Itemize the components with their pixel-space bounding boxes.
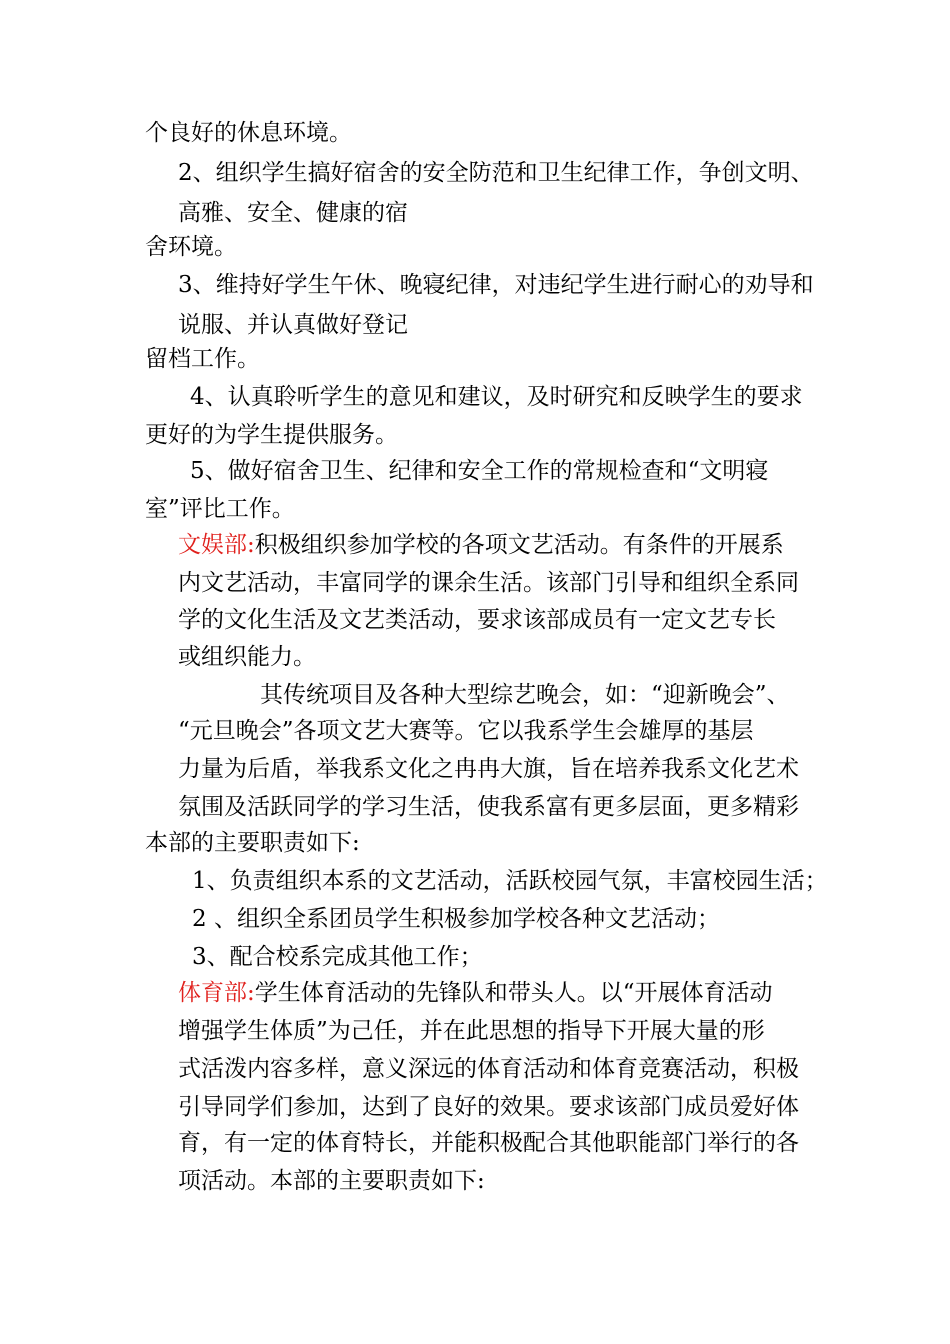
text-line: 氛围及活跃同学的学习生活，使我系富有更多层面，更多精彩: [178, 794, 799, 820]
text-line: 或组织能力。: [178, 644, 316, 670]
text-line: 3、维持好学生午休、晚寝纪律，对违纪学生进行耐心的劝导和: [178, 272, 814, 298]
wenyu-paragraph-first-line: [178, 530, 784, 560]
text-line: 内文艺活动，丰富同学的课余生活。该部门引导和组织全系同: [178, 570, 799, 596]
text-line: 式活泼内容多样，意义深远的体育活动和体育竞赛活动，积极: [178, 1056, 799, 1082]
text-line: 引导同学们参加，达到了良好的效果。要求该部门成员爱好体: [178, 1094, 799, 1120]
text-line: 4、认真聆听学生的意见和建议，及时研究和反映学生的要求: [190, 384, 803, 410]
text-line: “元旦晚会”各项文艺大赛等。它以我系学生会雄厚的基层: [178, 718, 754, 744]
text-line: 5、做好宿舍卫生、纪律和安全工作的常规检查和“文明寝: [190, 458, 769, 484]
text-line: 育，有一定的体育特长，并能积极配合其他职能部门举行的各: [178, 1130, 799, 1156]
tiyu-paragraph-first-line: [178, 978, 773, 1008]
text-line: 增强学生体质”为己任，并在此思想的指导下开展大量的形: [178, 1018, 765, 1044]
text-line: 力量为后盾，举我系文化之冉冉大旗，旨在培养我系文化艺术: [178, 756, 799, 782]
tiyu-label: 体育部:: [178, 980, 255, 1006]
text-line: 1、负责组织本系的文艺活动，活跃校园气氛，丰富校园生活；: [192, 868, 828, 894]
text-line: 高雅、安全、健康的宿: [178, 200, 408, 226]
text-line: 说服、并认真做好登记: [178, 312, 408, 338]
tiyu-first-text: 学生体育活动的先锋队和带头人。以“开展体育活动: [254, 980, 773, 1006]
text-line: 个良好的休息环境。: [145, 120, 352, 146]
text-line: 项活动。本部的主要职责如下:: [178, 1168, 485, 1194]
wenyu-label: 文娱部:: [178, 532, 255, 558]
text-line: 留档工作。: [145, 346, 260, 372]
wenyu-first-text: 积极组织参加学校的各项文艺活动。有条件的开展系: [254, 532, 784, 558]
text-line: 更好的为学生提供服务。: [145, 422, 398, 448]
text-line: 室”评比工作。: [145, 496, 295, 522]
text-line: 2 、组织全系团员学生积极参加学校各种文艺活动；: [192, 906, 720, 932]
text-line: 3、配合校系完成其他工作；: [192, 944, 483, 970]
text-line: 其传统项目及各种大型综艺晚会，如：“迎新晚会”、: [260, 682, 790, 708]
text-line: 学的文化生活及文艺类活动，要求该部成员有一定文艺专长: [178, 607, 776, 633]
text-line: 本部的主要职责如下:: [145, 830, 360, 856]
text-line: 2、组织学生搞好宿舍的安全防范和卫生纪律工作，争创文明、: [178, 160, 814, 186]
text-line: 舍环境。: [145, 234, 237, 260]
